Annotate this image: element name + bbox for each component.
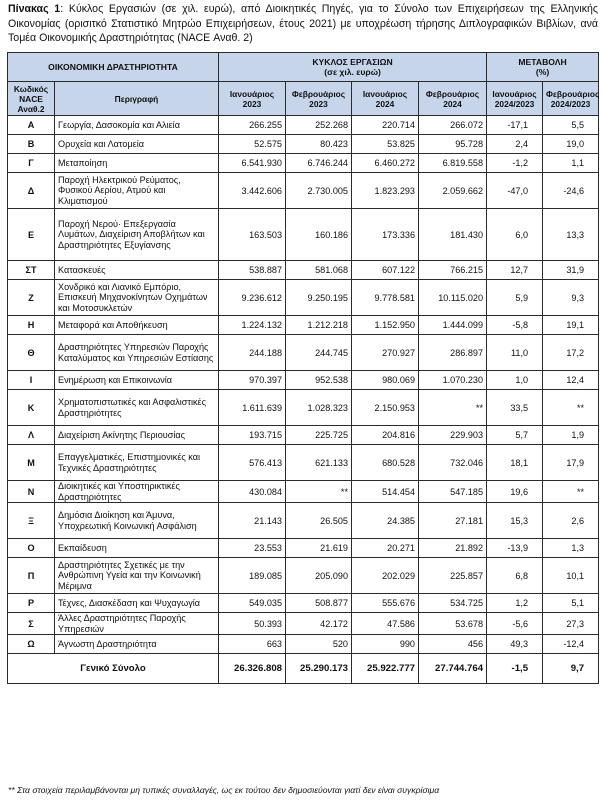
total-feb-2024: 27.744.764 <box>419 654 487 684</box>
row-code: Ω <box>8 635 55 654</box>
row-code: Ρ <box>8 594 55 613</box>
header-group-turnover <box>219 53 487 82</box>
row-feb-2023: 80.423 <box>286 135 352 154</box>
header-group-change <box>487 53 599 82</box>
row-jan-2023: 576.413 <box>219 445 286 481</box>
row-description: Μεταφορά και Αποθήκευση <box>55 316 219 335</box>
row-description: Διαχείριση Ακίνητης Περιουσίας <box>55 426 219 445</box>
row-jan-2024: 2.150.953 <box>352 390 419 426</box>
row-change-jan: -17,1 <box>487 116 543 135</box>
table-row <box>8 261 599 280</box>
row-code: Γ <box>8 154 55 173</box>
row-jan-2023: 193.715 <box>219 426 286 445</box>
row-code: Α <box>8 116 55 135</box>
row-jan-2024: 980.069 <box>352 371 419 390</box>
row-feb-2023: 508.877 <box>286 594 352 613</box>
row-change-jan: -47,0 <box>487 173 543 209</box>
row-feb-2024: 181.430 <box>419 209 487 261</box>
row-jan-2024: 1.152.950 <box>352 316 419 335</box>
row-code: Ζ <box>8 280 55 316</box>
row-jan-2024: 9.778.581 <box>352 280 419 316</box>
row-feb-2023: 42.172 <box>286 613 352 635</box>
row-jan-2023: 266.255 <box>219 116 286 135</box>
row-feb-2023: 21.619 <box>286 539 352 558</box>
row-description: Δραστηριότητες Σχετικές με την Ανθρώπινη Υγεία και την Κοινωνική Μέριμνα <box>55 558 219 594</box>
row-change-jan: -1,2 <box>487 154 543 173</box>
row-change-jan: 33,5 <box>487 390 543 426</box>
table-caption <box>8 2 598 46</box>
row-change-feb: ** <box>543 481 599 503</box>
total-label: Γενικό Σύνολο <box>8 654 219 684</box>
row-change-jan: 12,7 <box>487 261 543 280</box>
row-feb-2023: 160.186 <box>286 209 352 261</box>
row-jan-2023: 430.084 <box>219 481 286 503</box>
row-jan-2024: 680.528 <box>352 445 419 481</box>
table-row <box>8 539 599 558</box>
table-row <box>8 371 599 390</box>
footnote: ** Στα στοιχεία περιλαμβάνονται μη τυπικές συναλλαγές, ως εκ τούτου δεν δημοσιεύονται γιατί δεν είναι συγκρίσιμα <box>8 785 440 795</box>
header-group-activity: ΟΙΚΟΝΟΜΙΚΗ ΔΡΑΣΤΗΡΙΟΤΗΤΑ <box>8 53 219 82</box>
row-change-feb: 31,9 <box>543 261 599 280</box>
row-jan-2023: 538.887 <box>219 261 286 280</box>
row-feb-2024: 225.857 <box>419 558 487 594</box>
row-description: Δημόσια Διοίκηση και Άμυνα, Υποχρεωτική Κοινωνική Ασφάλιση <box>55 503 219 539</box>
row-feb-2023: 252.268 <box>286 116 352 135</box>
row-jan-2024: 607.122 <box>352 261 419 280</box>
row-jan-2023: 1.611.639 <box>219 390 286 426</box>
row-change-feb: 10,1 <box>543 558 599 594</box>
header-jan-2024: Ιανουάριος 2024 <box>352 82 419 116</box>
header-change-title: ΜΕΤΑΒΟΛΗ <box>518 57 567 67</box>
row-description: Χονδρικό και Λιανικό Εμπόριο, Επισκευή Μηχανοκίνητων Οχημάτων και Μοτοσυκλετών <box>55 280 219 316</box>
table-row <box>8 635 599 654</box>
row-feb-2023: 205.090 <box>286 558 352 594</box>
table-row <box>8 316 599 335</box>
header-turnover-title: ΚΥΚΛΟΣ ΕΡΓΑΣΙΩΝ <box>312 57 393 67</box>
row-code: Λ <box>8 426 55 445</box>
row-change-feb: 13,3 <box>543 209 599 261</box>
header-feb-2023: Φεβρουάριος 2023 <box>286 82 352 116</box>
row-change-jan: 11,0 <box>487 335 543 371</box>
row-change-jan: -5,6 <box>487 613 543 635</box>
row-jan-2023: 21.143 <box>219 503 286 539</box>
row-jan-2023: 663 <box>219 635 286 654</box>
row-code: Ι <box>8 371 55 390</box>
row-description: Παροχή Ηλεκτρικού Ρεύματος, Φυσικού Αερίου, Ατμού και Κλιματισμού <box>55 173 219 209</box>
row-jan-2024: 47.586 <box>352 613 419 635</box>
caption-label: Πίνακας 1 <box>8 3 61 15</box>
row-jan-2024: 1.823.293 <box>352 173 419 209</box>
header-jan-2023: Ιανουάριος 2023 <box>219 82 286 116</box>
row-description: Κατασκευές <box>55 261 219 280</box>
row-code: Σ <box>8 613 55 635</box>
row-feb-2024: 1.444.099 <box>419 316 487 335</box>
row-code: Π <box>8 558 55 594</box>
row-feb-2023: 1.028.323 <box>286 390 352 426</box>
row-jan-2023: 6.541.930 <box>219 154 286 173</box>
row-change-jan: 6,8 <box>487 558 543 594</box>
row-feb-2023: 244.745 <box>286 335 352 371</box>
turnover-table <box>7 52 599 684</box>
row-feb-2024: 229.903 <box>419 426 487 445</box>
header-change-unit: (%) <box>535 67 550 77</box>
row-feb-2023: ** <box>286 481 352 503</box>
row-description: Άλλες Δραστηριότητες Παροχής Υπηρεσιών <box>55 613 219 635</box>
row-description: Γεωργία, Δασοκομία και Αλιεία <box>55 116 219 135</box>
row-description: Χρηματοπιστωτικές και Ασφαλιστικές Δραστηριότητες <box>55 390 219 426</box>
row-change-jan: -13,9 <box>487 539 543 558</box>
row-change-jan: 18,1 <box>487 445 543 481</box>
row-feb-2024: 10.115.020 <box>419 280 487 316</box>
row-change-jan: 1,0 <box>487 371 543 390</box>
row-change-jan: -5,8 <box>487 316 543 335</box>
row-feb-2024: 547.185 <box>419 481 487 503</box>
row-change-jan: 5,9 <box>487 280 543 316</box>
row-code: Ε <box>8 209 55 261</box>
row-change-jan: 5,7 <box>487 426 543 445</box>
table-row <box>8 335 599 371</box>
row-jan-2023: 9.236.612 <box>219 280 286 316</box>
row-change-feb: 17,9 <box>543 445 599 481</box>
table-row <box>8 135 599 154</box>
total-jan-2023: 26.326.808 <box>219 654 286 684</box>
header-desc: Περιγραφή <box>55 82 219 116</box>
table-row <box>8 280 599 316</box>
row-feb-2023: 9.250.195 <box>286 280 352 316</box>
row-description: Ενημέρωση και Επικοινωνία <box>55 371 219 390</box>
table-row <box>8 116 599 135</box>
row-feb-2024: 766.215 <box>419 261 487 280</box>
row-jan-2024: 24.385 <box>352 503 419 539</box>
row-code: Ν <box>8 481 55 503</box>
total-change-feb: 9,7 <box>543 654 599 684</box>
row-change-feb: -12,4 <box>543 635 599 654</box>
row-jan-2024: 53.825 <box>352 135 419 154</box>
row-change-feb: -24,6 <box>543 173 599 209</box>
row-change-feb: 12,4 <box>543 371 599 390</box>
row-jan-2023: 23.553 <box>219 539 286 558</box>
row-change-feb: 5,5 <box>543 116 599 135</box>
row-jan-2024: 220.714 <box>352 116 419 135</box>
table-row <box>8 445 599 481</box>
row-jan-2023: 52.575 <box>219 135 286 154</box>
row-change-feb: 27,3 <box>543 613 599 635</box>
row-description: Μεταποίηση <box>55 154 219 173</box>
row-feb-2024: 2.059.662 <box>419 173 487 209</box>
header-turnover-unit: (σε χιλ. ευρώ) <box>324 67 381 77</box>
row-change-jan: 19,6 <box>487 481 543 503</box>
row-code: Μ <box>8 445 55 481</box>
row-change-feb: 1,3 <box>543 539 599 558</box>
row-feb-2023: 520 <box>286 635 352 654</box>
row-jan-2023: 3.442.606 <box>219 173 286 209</box>
row-change-feb: 9,3 <box>543 280 599 316</box>
table-row <box>8 173 599 209</box>
row-jan-2024: 514.454 <box>352 481 419 503</box>
row-feb-2023: 1.212.218 <box>286 316 352 335</box>
table-row <box>8 154 599 173</box>
table-body <box>8 116 599 654</box>
row-description: Ορυχεία και Λατομεία <box>55 135 219 154</box>
row-jan-2024: 270.927 <box>352 335 419 371</box>
row-change-jan: 6,0 <box>487 209 543 261</box>
row-change-feb: 1,1 <box>543 154 599 173</box>
header-feb-2024: Φεβρουάριος 2024 <box>419 82 487 116</box>
header-row-groups <box>8 53 599 82</box>
table-row <box>8 209 599 261</box>
table-row <box>8 390 599 426</box>
row-jan-2023: 970.397 <box>219 371 286 390</box>
row-change-feb: 19,1 <box>543 316 599 335</box>
row-jan-2024: 20.271 <box>352 539 419 558</box>
table-row <box>8 503 599 539</box>
row-description: Επαγγελματικές, Επιστημονικές και Τεχνικές Δραστηριότητες <box>55 445 219 481</box>
row-code: Δ <box>8 173 55 209</box>
row-feb-2024: 27.181 <box>419 503 487 539</box>
row-description: Διοικητικές και Υποστηρικτικές Δραστηριότητες <box>55 481 219 503</box>
row-jan-2023: 50.393 <box>219 613 286 635</box>
row-description: Εκπαίδευση <box>55 539 219 558</box>
row-jan-2024: 6.460.272 <box>352 154 419 173</box>
row-jan-2023: 189.085 <box>219 558 286 594</box>
row-feb-2023: 26.505 <box>286 503 352 539</box>
row-feb-2023: 581.068 <box>286 261 352 280</box>
header-code: Κωδικός NACE Αναθ.2 <box>8 82 55 116</box>
table-row <box>8 426 599 445</box>
total-row <box>8 654 599 684</box>
row-code: Θ <box>8 335 55 371</box>
row-feb-2024: 6.819.558 <box>419 154 487 173</box>
row-feb-2024: 266.072 <box>419 116 487 135</box>
row-jan-2024: 204.816 <box>352 426 419 445</box>
row-change-feb: 19,0 <box>543 135 599 154</box>
row-jan-2023: 163.503 <box>219 209 286 261</box>
row-description: Παροχή Νερού· Επεξεργασία Λυμάτων, Διαχείριση Αποβλήτων και Δραστηριότητες Εξυγίανσης <box>55 209 219 261</box>
row-feb-2024: ** <box>419 390 487 426</box>
row-jan-2024: 990 <box>352 635 419 654</box>
row-code: Β <box>8 135 55 154</box>
row-feb-2024: 534.725 <box>419 594 487 613</box>
table-row <box>8 613 599 635</box>
row-change-jan: 49,3 <box>487 635 543 654</box>
row-feb-2024: 732.046 <box>419 445 487 481</box>
row-description: Τέχνες, Διασκέδαση και Ψυχαγωγία <box>55 594 219 613</box>
row-code: Η <box>8 316 55 335</box>
row-feb-2024: 95.728 <box>419 135 487 154</box>
row-change-jan: 2,4 <box>487 135 543 154</box>
row-description: Άγνωστη Δραστηριότητα <box>55 635 219 654</box>
total-feb-2023: 25.290.173 <box>286 654 352 684</box>
row-jan-2023: 1.224.132 <box>219 316 286 335</box>
row-feb-2023: 225.725 <box>286 426 352 445</box>
row-jan-2023: 549.035 <box>219 594 286 613</box>
row-change-jan: 15,3 <box>487 503 543 539</box>
row-change-feb: 2,6 <box>543 503 599 539</box>
row-feb-2023: 621.133 <box>286 445 352 481</box>
row-feb-2024: 21.892 <box>419 539 487 558</box>
row-jan-2023: 244.188 <box>219 335 286 371</box>
row-change-jan: 1,2 <box>487 594 543 613</box>
row-description: Δραστηριότητες Υπηρεσιών Παροχής Καταλύματος και Υπηρεσιών Εστίασης <box>55 335 219 371</box>
row-feb-2023: 952.538 <box>286 371 352 390</box>
table-row <box>8 558 599 594</box>
row-change-feb: ** <box>543 390 599 426</box>
total-jan-2024: 25.922.777 <box>352 654 419 684</box>
table-row <box>8 481 599 503</box>
total-change-jan: -1,5 <box>487 654 543 684</box>
row-code: Ο <box>8 539 55 558</box>
row-jan-2024: 173.336 <box>352 209 419 261</box>
row-change-feb: 17,2 <box>543 335 599 371</box>
row-feb-2024: 456 <box>419 635 487 654</box>
row-feb-2024: 286.897 <box>419 335 487 371</box>
header-change-jan: Ιανουάριος 2024/2023 <box>487 82 543 116</box>
table-row <box>8 594 599 613</box>
row-change-feb: 5,1 <box>543 594 599 613</box>
row-jan-2024: 555.676 <box>352 594 419 613</box>
row-code: ΣΤ <box>8 261 55 280</box>
row-change-feb: 1,9 <box>543 426 599 445</box>
row-feb-2024: 1.070.230 <box>419 371 487 390</box>
row-feb-2023: 2.730.005 <box>286 173 352 209</box>
row-code: Ξ <box>8 503 55 539</box>
row-jan-2024: 202.029 <box>352 558 419 594</box>
row-feb-2023: 6.746.244 <box>286 154 352 173</box>
row-code: Κ <box>8 390 55 426</box>
row-feb-2024: 53.678 <box>419 613 487 635</box>
header-change-feb: Φεβρουάριος 2024/2023 <box>543 82 599 116</box>
caption-text: : Κύκλος Εργασιών (σε χιλ. ευρώ), από Διοικητικές Πηγές, για το Σύνολο των Επιχειρήσεων της Ελληνικής Οικονομίας (ορισιτκό Στατιστικό Μητρώο Επιχειρήσεων, έτους 2021) με υποχρέωση τήρησης Διπλογραφικών Βιβλίων, ανά Τομέα Οικονομικής Δραστηριότητας (NACE Αναθ. 2) <box>8 3 598 45</box>
header-row-columns <box>8 82 599 116</box>
